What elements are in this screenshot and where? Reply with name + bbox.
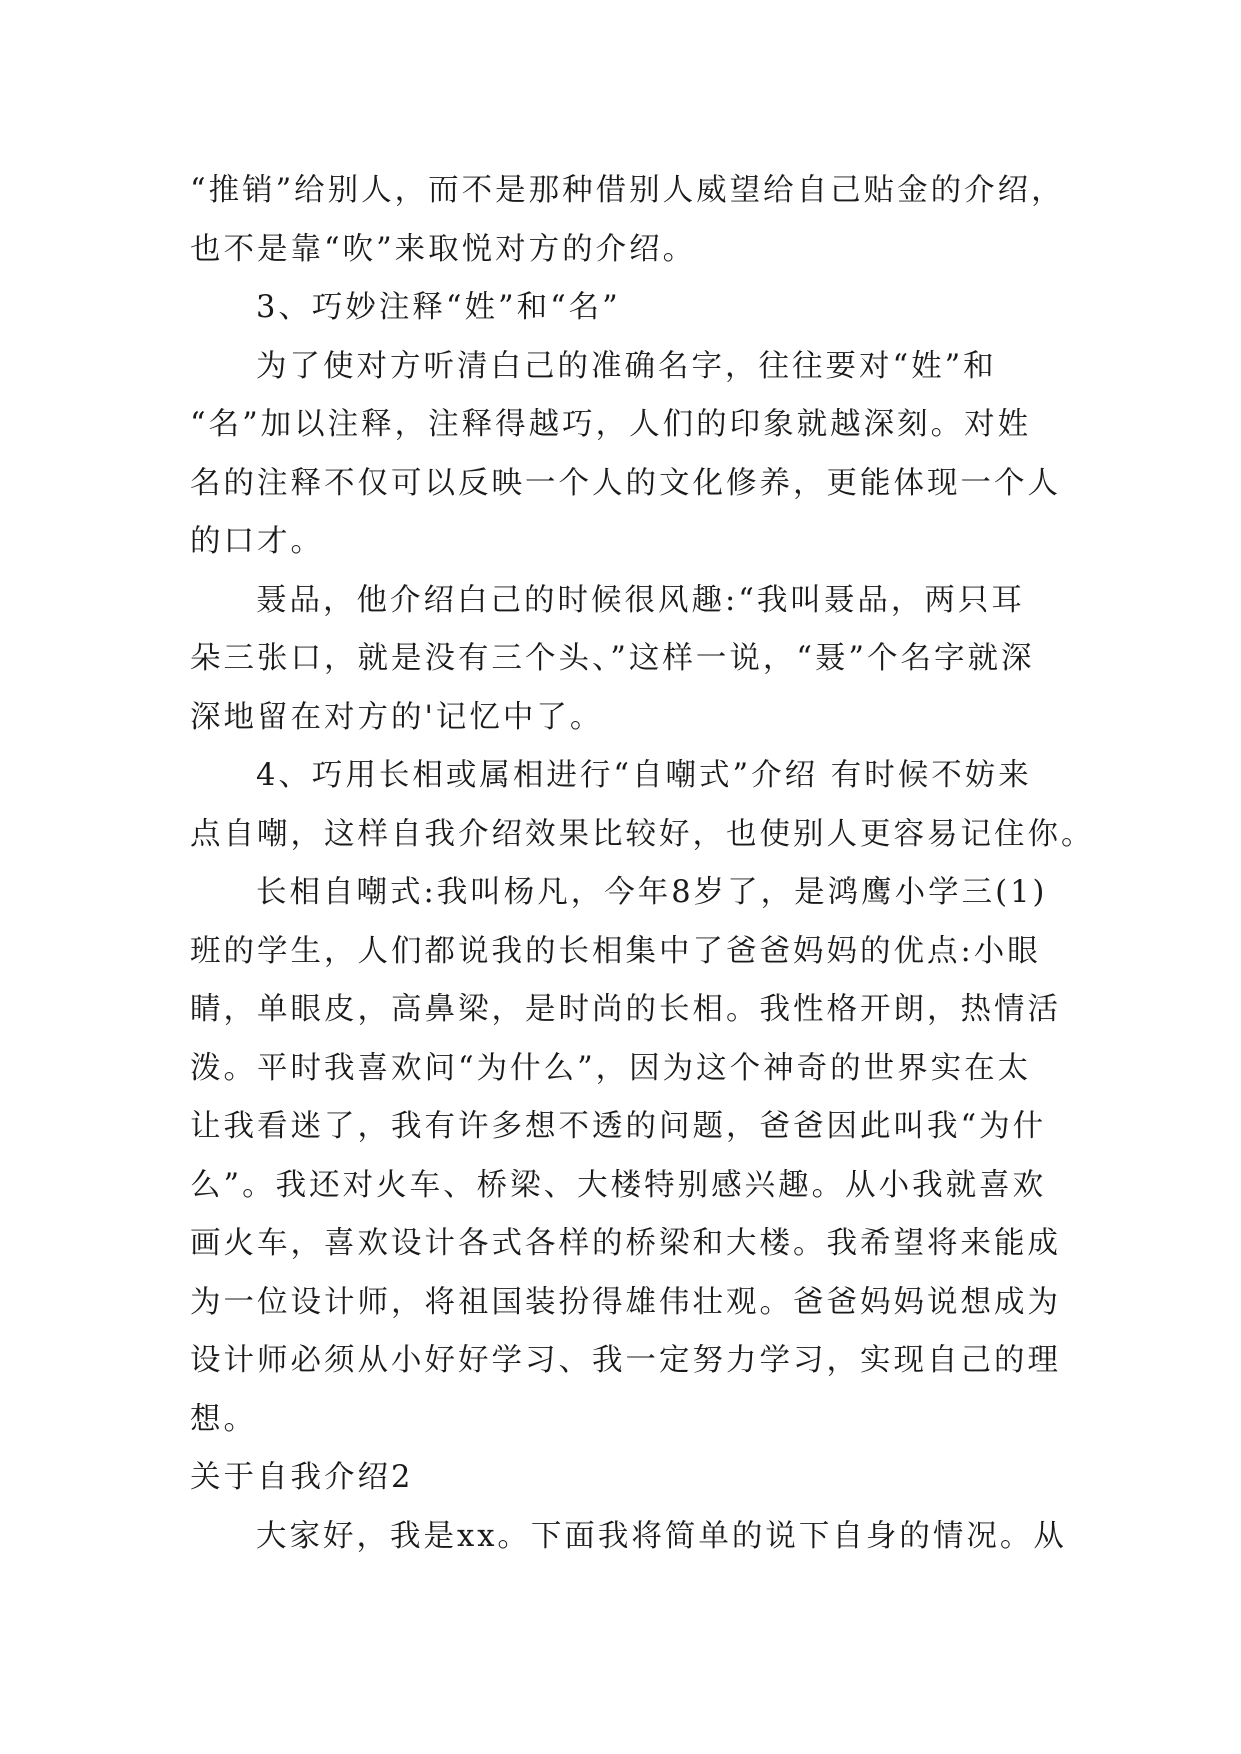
text-line: 朵三张口，就是没有三个头、”这样一说，“聂”个名字就深 [190, 641, 1035, 676]
text-line: 长相自嘲式:我叫杨凡，今年8岁了，是鸿鹰小学三(1) [256, 875, 1048, 910]
text-line: 深地留在对方的'记忆中了。 [190, 699, 604, 735]
text-line: 也不是靠“吹”来取悦对方的介绍。 [190, 231, 697, 267]
text-line: 为一位设计师，将祖国装扮得雄伟壮观。爸爸妈妈说想成为 [190, 1284, 1061, 1320]
text-line: 点自嘲，这样自我介绍效果比较好，也使别人更容易记住你。 [190, 816, 1095, 852]
text-line: 设计师必须从小好好学习、我一定努力学习，实现自己的理 [190, 1343, 1061, 1378]
text-line: 班的学生，人们都说我的长相集中了爸爸妈妈的优点:小眼 [190, 933, 1041, 969]
text-line: 画火车，喜欢设计各式各样的桥梁和大楼。我希望将来能成 [190, 1226, 1061, 1261]
text-line: 睛，单眼皮，高鼻梁，是时尚的长相。我性格开朗，热情活 [190, 992, 1061, 1027]
text-line: 3、巧妙注释“姓”和“名” [256, 290, 621, 325]
text-line: 么”。我还对火车、桥梁、大楼特别感兴趣。从小我就喜欢 [190, 1167, 1047, 1203]
text-line: 名的注释不仅可以反映一个人的文化修养，更能体现一个人 [190, 465, 1061, 501]
text-line: 4、巧用长相或属相进行“自嘲式”介绍 有时候不妨来 [256, 758, 1032, 793]
text-line: “名”加以注释，注释得越巧，人们的印象就越深刻。对姓 [190, 407, 1032, 442]
text-line: 让我看迷了，我有许多想不透的问题，爸爸因此叫我“为什 [190, 1109, 1047, 1144]
text-line: “推销”给别人，而不是那种借别人威望给自己贴金的介绍， [190, 173, 1065, 208]
text-line: 的口才。 [190, 524, 324, 559]
text-line: 聂品，他介绍白己的时候很风趣:“我叫聂品，两只耳 [256, 582, 1025, 618]
section-heading: 关于自我介绍2 [190, 1460, 414, 1495]
text-line: 想。 [190, 1401, 257, 1437]
text-line: 泼。平时我喜欢问“为什么”，因为这个神奇的世界实在太 [190, 1050, 1032, 1086]
document-body [190, 162, 1095, 1566]
text-line: 大家好，我是xx。下面我将简单的说下自身的情况。从 [256, 1518, 1067, 1554]
text-line: 为了使对方听清白己的准确名字，往往要对“姓”和 [256, 348, 997, 384]
